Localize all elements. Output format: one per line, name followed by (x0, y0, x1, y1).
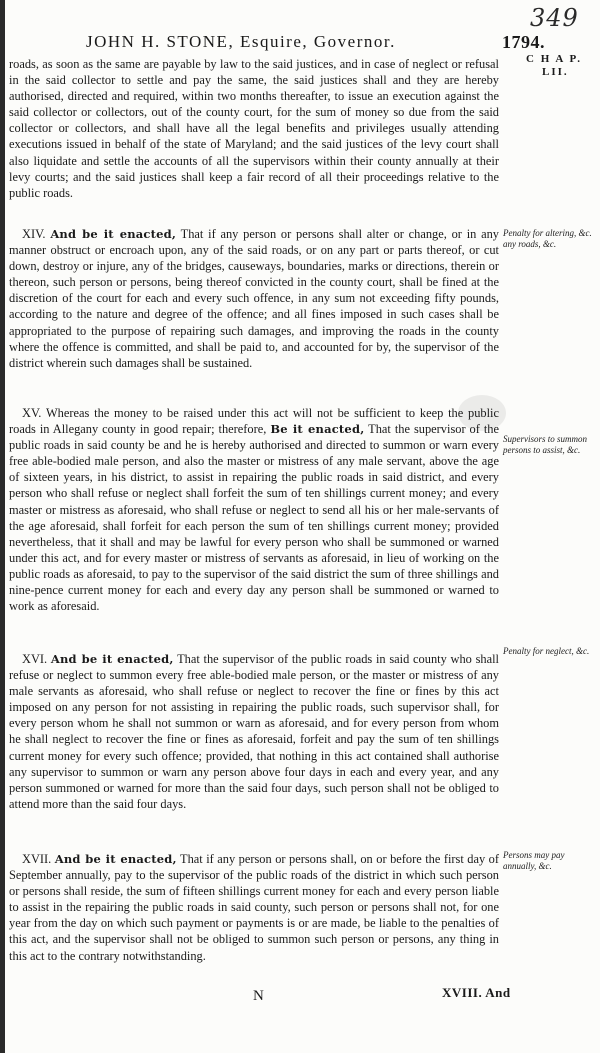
signature-mark: N (253, 988, 265, 1004)
section-preamble: Whereas the money to be raised under this act will not be sufficient to keep the public roads in Allegany county in good repair; therefore, (9, 406, 499, 437)
section-text: That if any person or persons shall, on or before the first day of September annually, pay to the supervisor of the public roads of the district in which such person or persons shall reside, the sum of fifteen shillings current money for each and every person liable to assist in the repairing the public roads in said county, such person or persons shall not, for one year from the day on which such payment or payments is or are made, be liable to the penalties of this act, and the supervisor shall not be obliged to summon such person or persons, any thing in this act to the contrary notwithstanding. (9, 852, 500, 963)
section-xv (9, 405, 499, 614)
enacting-clause: Be it enacted, (270, 422, 365, 437)
year: 1794. (502, 32, 545, 52)
section-xiv (9, 226, 499, 371)
chapter-heading (526, 53, 596, 79)
enacting-clause: And be it enacted, (54, 852, 177, 866)
side-note-supervisors-summon: Supervisors to summon persons to assist, &c. (503, 434, 588, 455)
section-number: XVII. (22, 852, 52, 866)
section-text: That if any person or persons shall alter or change, or in any manner obstruct or encroach upon, any of the said roads, or on any part or parts thereof, or cut down, destroy or injure, any of the bridges, causeways, boundaries, marks or directions, therein or thereon, such person or persons, being thereof convicted in the county court, shall be fined at the discretion of the court for each and every such offence, in any sum not exceeding fifty pounds, according to the nature and degree of the offence; and all fines imposed in such cases shall be appropriated to the purpose of repairing such damages, and improving the roads in the county where the offence is committed, and shall be paid to, and accounted for by, the supervisor of the district wherein such damages shall be sustained. (9, 227, 499, 370)
section-text: That the supervisor of the public roads in said county be and he is hereby authorised and directed to summon or warn every free able-bodied male person, and also the master or mistress of any male servant, above the age of sixteen years, in his district, to assist in repairing the public roads in said district, and every person who shall refuse or neglect shall forfeit the sum of ten shillings current money; and every master or mistress as aforesaid, who shall refuse or neglect to send all his or her male-servants of the age aforesaid, shall forfeit for each person the sum of ten shillings current money; provided nevertheless, that it shall and may be lawful for every person who shall be summoned or warned under this act, and for every master or mistress of servants as aforesaid, in lieu of working on the public roads as aforesaid, to pay to the supervisor of the said district the sum of three shillings and nine-pence current money for each and every day any person shall be summoned or warned to work as aforesaid. (9, 422, 499, 614)
section-text: That the supervisor of the public roads in said county who shall refuse or neglect to summon every free able-bodied male person, or the master or mistress of any male servants as aforesaid, who shall refuse or neglect to recover the fine or fines by this act imposed on any person for not assisting in repairing the public roads, such supervisor shall, for every person whom he shall not summon or warn as aforesaid, and for every person from whom he shall neglect to recover the fine or fines as aforesaid, forfeit and pay the sum of ten shillings current money for every such offence; provided, that nothing in this act contained shall authorise any supervisor to summon or warn any person above four days in each and every year, and any person summoned or warned for more than the said four days, such person shall not be obliged to attend more than the said four days. (9, 652, 499, 811)
chapter-label: C H A P. (526, 53, 582, 65)
catchword: XVIII. And (442, 985, 511, 1000)
paragraph-continuation (9, 56, 499, 201)
running-head: JOHN H. STONE, Esquire, Governor. (86, 32, 396, 51)
side-note-penalty-altering: Penalty for altering, &c. any roads, &c. (503, 228, 592, 249)
section-xvi (9, 651, 499, 812)
chapter-number: LII. (542, 66, 569, 78)
paragraph-text: roads, as soon as the same are payable by law to the said justices, and in case of neglect or refusal in the said collector to settle and pay the same, the said justices shall and they are hereby authorised, directed and required, within two months thereafter, to issue an execution against the said collector or collectors, out of the county court, for the sum of money so due from the said collector or collectors, and shall have all the legal benefits and privileges usually attending executions issued in behalf of the state of Maryland; and the said justices of the levy court shall also liquidate and settle the accounts of all the supervisors within their county annually at their levy courts; and the said justices shall keep a fair record of all their proceedings relative to the public roads. (9, 57, 499, 200)
enacting-clause: And be it enacted, (50, 227, 177, 241)
page-binding-edge (0, 0, 5, 1053)
side-note-penalty-neglect: Penalty for neglect, &c. (503, 646, 590, 656)
section-number: XIV. (22, 227, 46, 241)
side-note-pay-annually: Persons may pay annually, &c. (503, 850, 565, 871)
section-number: XV. (22, 406, 42, 420)
enacting-clause: And be it enacted, (50, 652, 174, 666)
page-number: 349 (530, 4, 579, 32)
section-number: XVI. (22, 652, 48, 666)
section-xvii (9, 851, 499, 964)
